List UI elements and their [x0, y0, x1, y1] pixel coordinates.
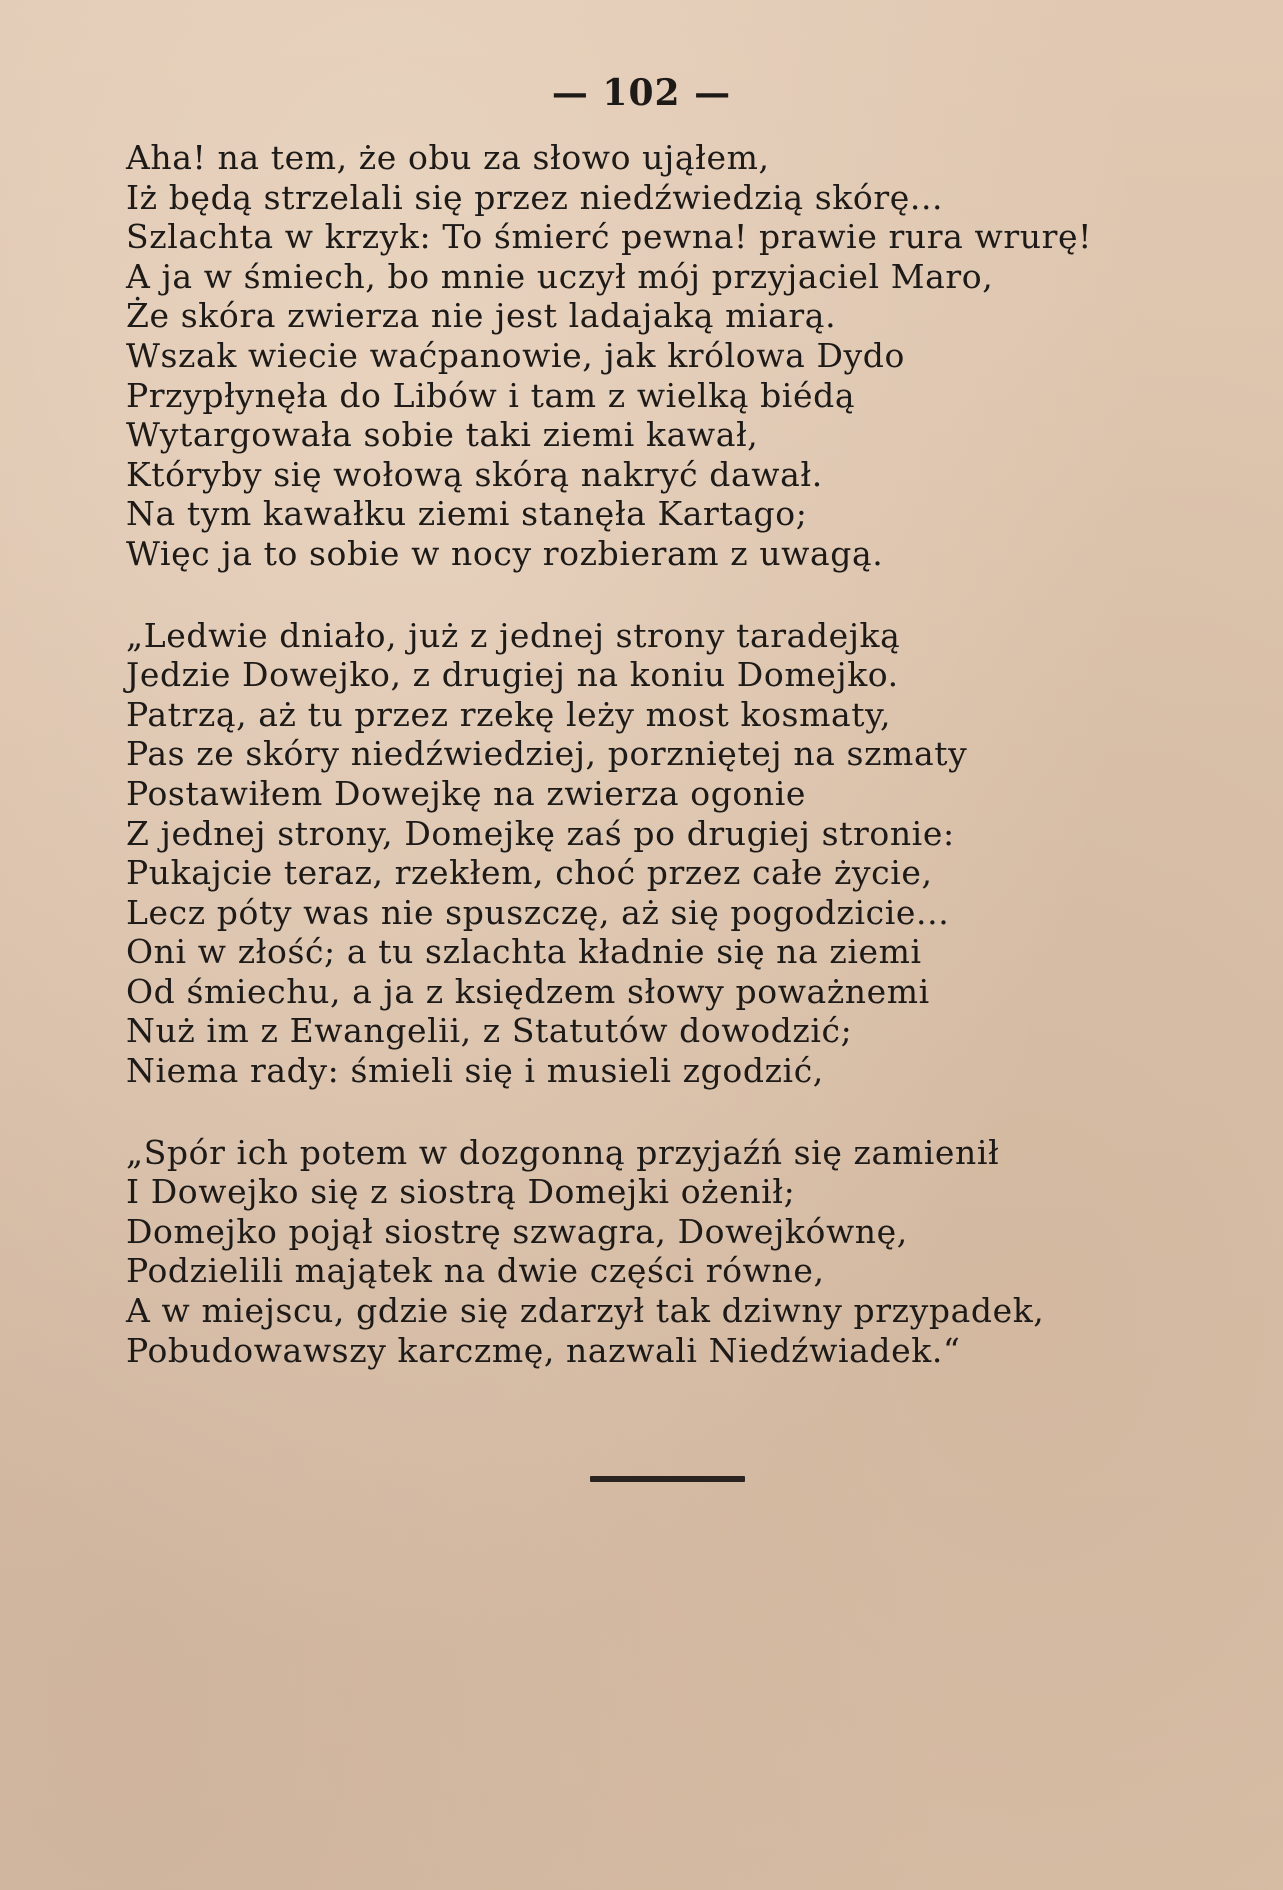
- verse-line: Że skóra zwierza nie jest ladajaką miarą.: [126, 296, 837, 336]
- stanza-2: [126, 616, 1166, 1091]
- verse-line: I Dowejko się z siostrą Domejki ożenił;: [126, 1172, 796, 1212]
- end-rule-divider: [590, 1476, 745, 1482]
- stanza-3: [126, 1133, 1166, 1371]
- verse-line: A w miejscu, gdzie się zdarzył tak dziwny przypadek,: [126, 1291, 1045, 1331]
- poem-text: [126, 138, 1166, 1370]
- verse-line: Lecz póty was nie spuszczę, aż się pogodzicie...: [126, 892, 950, 932]
- page-number: — 102 —: [551, 72, 732, 114]
- verse-line: „Ledwie dniało, już z jednej strony taradejką: [126, 615, 901, 655]
- verse-line: „Spór ich potem w dozgonną przyjaźń się zamienił: [126, 1132, 1000, 1172]
- verse-line: Postawiłem Dowejkę na zwierza ogonie: [126, 773, 807, 813]
- verse-line: Wytargowała sobie taki ziemi kawał,: [126, 415, 759, 455]
- verse-line: Z jednej strony, Domejkę zaś po drugiej stronie:: [126, 813, 955, 853]
- verse-line: Od śmiechu, a ja z księdzem słowy poważnemi: [126, 971, 930, 1011]
- stanza-1: [126, 138, 1166, 574]
- verse-line: Iż będą strzelali się przez niedźwiedzią skórę...: [126, 177, 944, 217]
- verse-line: Patrzą, aż tu przez rzekę leży most kosmaty,: [126, 694, 892, 734]
- verse-line: Któryby się wołową skórą nakryć dawał.: [126, 454, 823, 494]
- verse-line: Pukajcie teraz, rzekłem, choć przez całe życie,: [126, 853, 933, 893]
- verse-line: Pas ze skóry niedźwiedziej, porzniętej na szmaty: [126, 734, 968, 774]
- verse-line: Podzielili majątek na dwie części równe,: [126, 1251, 825, 1291]
- verse-line: Domejko pojął siostrę szwagra, Dowejkównę,: [126, 1211, 908, 1251]
- verse-line: A ja w śmiech, bo mnie uczył mój przyjaciel Maro,: [126, 256, 994, 296]
- verse-line: Więc ja to sobie w nocy rozbieram z uwagą.: [126, 533, 884, 573]
- verse-line: Oni w złość; a tu szlachta kładnie się na ziemi: [126, 932, 922, 972]
- verse-line: Aha! na tem, że obu za słowo ująłem,: [126, 138, 770, 177]
- verse-line: Niema rady: śmieli się i musieli zgodzić,: [126, 1051, 824, 1091]
- verse-line: Wszak wiecie waćpanowie, jak królowa Dydo: [126, 335, 905, 375]
- verse-line: Pobudowawszy karczmę, nazwali Niedźwiadek.“: [126, 1330, 961, 1370]
- verse-line: Na tym kawałku ziemi stanęła Kartago;: [126, 494, 808, 534]
- verse-line: Szlachta w krzyk: To śmierć pewna! prawie rura wrurę!: [126, 217, 1092, 257]
- verse-line: Przypłynęła do Libów i tam z wielką biédą: [126, 375, 856, 415]
- verse-line: Jedzie Dowejko, z drugiej na koniu Domejko.: [126, 655, 899, 695]
- verse-line: Nuż im z Ewangelii, z Statutów dowodzić;: [126, 1011, 853, 1051]
